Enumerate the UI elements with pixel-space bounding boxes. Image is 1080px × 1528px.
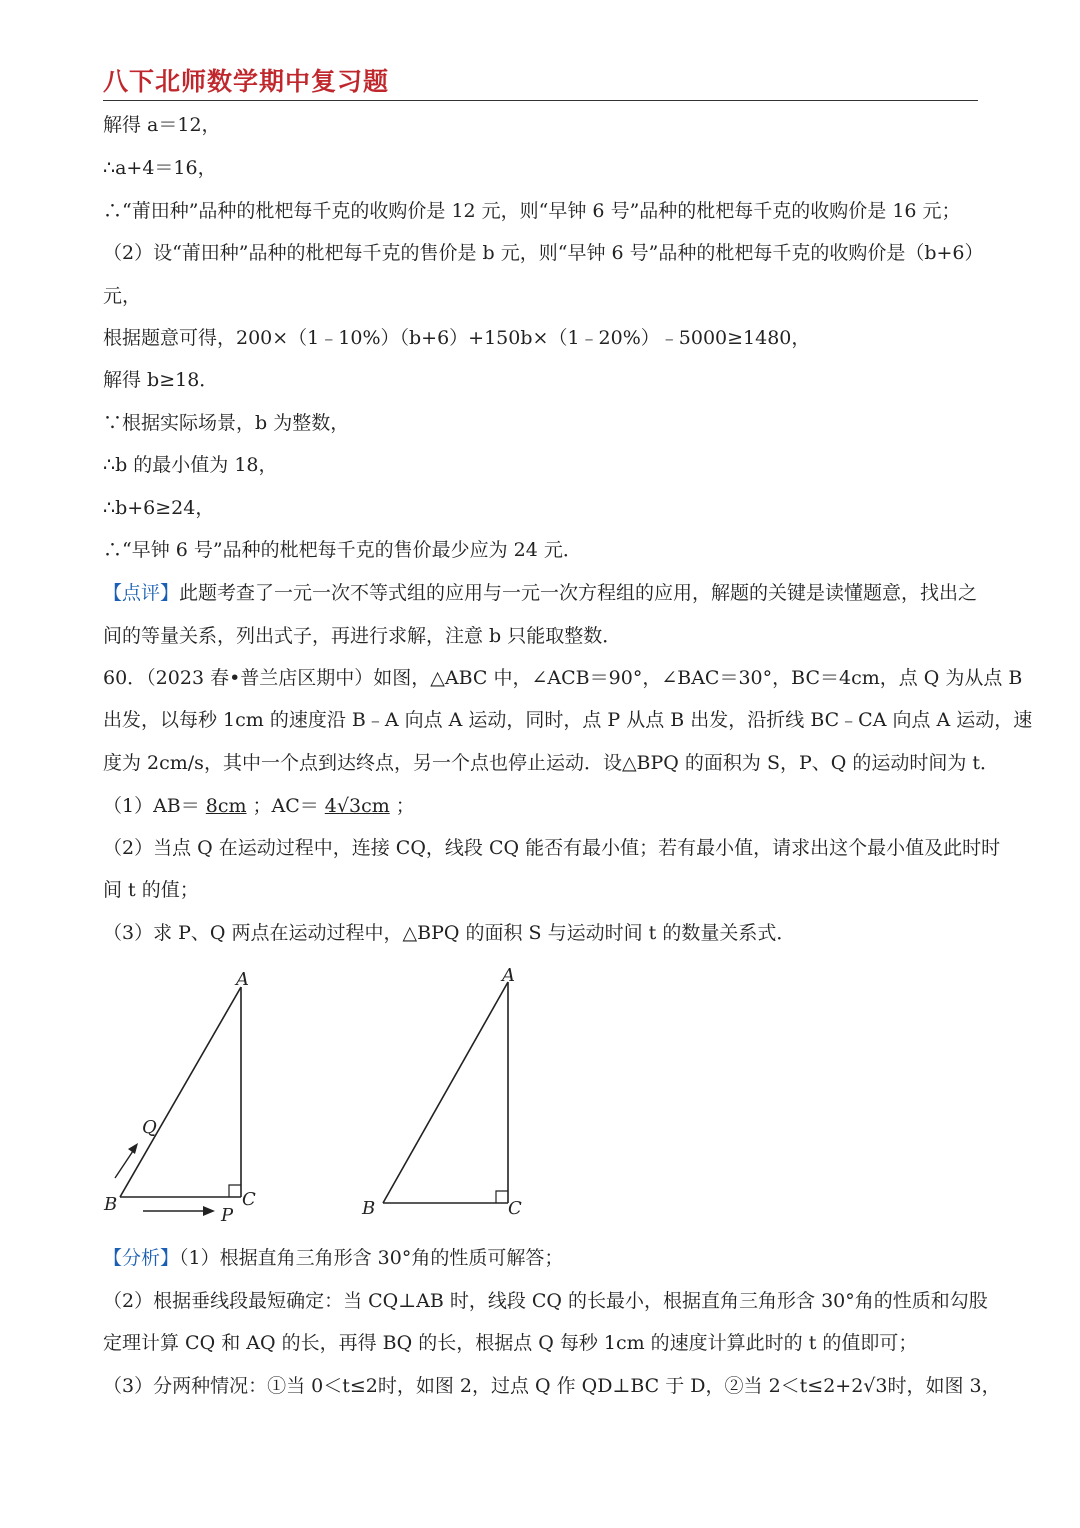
- solution-line: 解得 a＝12，: [103, 114, 221, 136]
- q-direction-arrow: [115, 1148, 135, 1178]
- analysis-line: （3）分两种情况：①当 0＜t≤2时，如图 2，过点 Q 作 QD⊥BC 于 D，②当 2＜t≤2+2√3时，如图 3，: [103, 1375, 1001, 1397]
- question-2: （2）当点 Q 在运动过程中，连接 CQ，线段 CQ 能否有最小值；若有最小值，请求出这个最小值及此时时: [103, 837, 1001, 859]
- q1-mid: ；AC＝: [252, 795, 319, 817]
- side-ab: [120, 987, 241, 1197]
- solution-line: 解得 b≥18．: [103, 369, 219, 391]
- analysis-line: 定理计算 CQ 和 AQ 的长，再得 BQ 的长，根据点 Q 每秒 1cm 的速度计算此时的 t 的值即可；: [103, 1332, 918, 1354]
- question-3: （3）求 P、Q 两点在运动过程中，△BPQ 的面积 S 与运动时间 t 的数量关系式．: [103, 922, 796, 944]
- label-b: B: [104, 1194, 118, 1215]
- comment-line: [103, 580, 983, 606]
- label-p: P: [221, 1205, 234, 1226]
- analysis-line: [103, 1245, 983, 1271]
- figure-1: [95, 960, 285, 1230]
- analysis-tag: 【分析】: [103, 1247, 180, 1269]
- solution-line: ∵根据实际场景，b 为整数，: [103, 412, 350, 434]
- question-1: [103, 793, 983, 819]
- q1-prefix: （1）AB＝: [103, 795, 200, 817]
- solution-line: ∴“莆田种”品种的枇杷每千克的收购价是 12 元，则“早钟 6 号”品种的枇杷每千克的收购价是 16 元；: [103, 200, 961, 222]
- solution-line: 元，: [103, 285, 142, 307]
- solution-line: ∴“早钟 6 号”品种的枇杷每千克的售价最少应为 24 元．: [103, 539, 582, 561]
- p-arrow-head: [203, 1206, 215, 1216]
- problem-line: 60．（2023 春•普兰店区期中）如图，△ABC 中，∠ACB＝90°，∠BAC＝30°，BC＝4cm，点 Q 为从点 B: [103, 667, 1023, 689]
- problem-line: 度为 2cm/s，其中一个点到达终点，另一个点也停止运动．设△BPQ 的面积为 S，P、Q 的运动时间为 t．: [103, 752, 1000, 774]
- answer-ac: 4√3cm: [324, 795, 390, 817]
- q1-end: ；: [395, 795, 415, 817]
- figure-2: [355, 960, 545, 1230]
- solution-line: 根据题意可得，200×（1﹣10%）（b+6）+150b×（1﹣20%）﹣5000≥1480，: [103, 327, 811, 349]
- analysis-text: （1）根据直角三角形含 30°角的性质可解答；: [179, 1247, 564, 1269]
- analysis-line: （2）根据垂线段最短确定：当 CQ⊥AB 时，线段 CQ 的长最小，根据直角三角形含 30°角的性质和勾股: [103, 1290, 988, 1312]
- label-a: A: [502, 965, 515, 986]
- solution-line: ∴b 的最小值为 18，: [103, 454, 278, 476]
- problem-line: 出发，以每秒 1cm 的速度沿 B﹣A 向点 A 运动，同时，点 P 从点 B 出发，沿折线 BC﹣CA 向点 A 运动，速: [103, 709, 1033, 731]
- label-b: B: [362, 1198, 376, 1219]
- side-ab: [383, 982, 508, 1203]
- label-c: C: [508, 1198, 522, 1219]
- header-divider: [103, 100, 978, 101]
- label-q: Q: [142, 1117, 157, 1138]
- right-angle-mark: [496, 1191, 508, 1203]
- comment-line: 间的等量关系，列出式子，再进行求解，注意 b 只能取整数．: [103, 625, 622, 647]
- label-c: C: [242, 1189, 256, 1210]
- answer-ab: 8cm: [205, 795, 247, 817]
- page-header-title: 八下北师数学期中复习题: [103, 67, 390, 96]
- comment-tag: 【点评】: [103, 582, 180, 604]
- comment-text: 此题考查了一元一次不等式组的应用与一元一次方程组的应用，解题的关键是读懂题意，找出之: [179, 582, 978, 604]
- right-angle-mark: [229, 1185, 241, 1197]
- solution-line: ∴b+6≥24，: [103, 497, 215, 519]
- q-arrow-head: [128, 1143, 138, 1154]
- label-a: A: [236, 969, 249, 990]
- solution-line: ∴a+4＝16，: [103, 157, 217, 179]
- solution-line: （2）设“莆田种”品种的枇杷每千克的售价是 b 元，则“早钟 6 号”品种的枇杷每千克的收购价是（b+6）: [103, 242, 984, 264]
- question-2-cont: 间 t 的值；: [103, 879, 199, 901]
